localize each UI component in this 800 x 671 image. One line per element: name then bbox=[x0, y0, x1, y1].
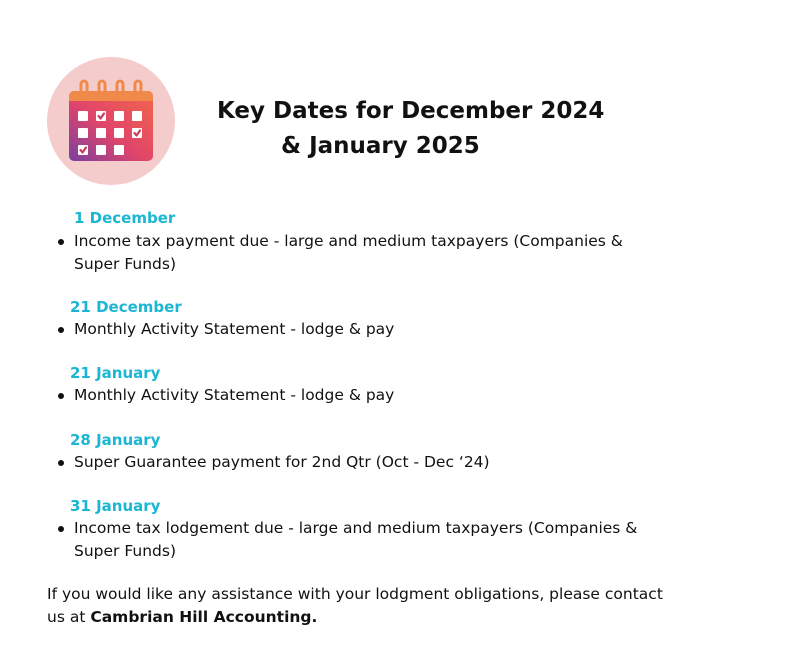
list-item bbox=[56, 451, 666, 474]
list-item-text: Income tax lodgement due - large and medium taxpayers (Companies & Super Funds) bbox=[74, 519, 638, 560]
date-heading: 31 January bbox=[70, 497, 161, 515]
list-item-text: Super Guarantee payment for 2nd Qtr (Oct - Dec ‘24) bbox=[74, 453, 490, 471]
page-title-line-2: & January 2025 bbox=[281, 133, 480, 159]
company-name: Cambrian Hill Accounting. bbox=[90, 608, 318, 626]
calendar-icon-badge bbox=[47, 57, 175, 185]
bullet-icon bbox=[58, 460, 64, 466]
calendar-icon bbox=[47, 57, 175, 185]
list-item bbox=[56, 384, 666, 407]
bullet-icon bbox=[58, 393, 64, 399]
bullet-icon bbox=[58, 327, 64, 333]
page-title-line-1: Key Dates for December 2024 bbox=[217, 98, 605, 124]
list-item-text: Income tax payment due - large and medium taxpayers (Companies & Super Funds) bbox=[74, 232, 623, 273]
footer-note bbox=[47, 583, 677, 629]
date-heading: 21 January bbox=[70, 364, 161, 382]
list-item-text: Monthly Activity Statement - lodge & pay bbox=[74, 386, 395, 404]
list-item bbox=[56, 230, 666, 276]
date-heading: 28 January bbox=[70, 431, 161, 449]
date-heading: 21 December bbox=[70, 298, 182, 316]
list-item-text: Monthly Activity Statement - lodge & pay bbox=[74, 320, 395, 338]
bullet-icon bbox=[58, 239, 64, 245]
list-item bbox=[56, 318, 666, 341]
list-item bbox=[56, 517, 666, 563]
date-heading: 1 December bbox=[74, 209, 176, 227]
bullet-icon bbox=[58, 526, 64, 532]
footer-text: If you would like any assistance with your lodgment obligations, please contact us at bbox=[47, 585, 663, 626]
